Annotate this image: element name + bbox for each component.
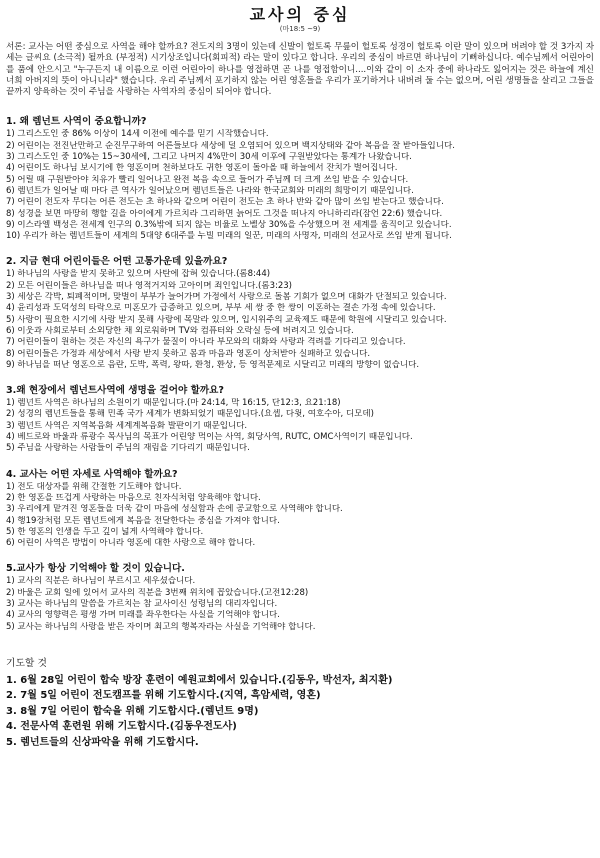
list-item: 4) 어린이도 하나님 보시기에 한 영혼이며 천하보다도 귀한 영혼이 돌아올 때 하늘에서 잔치가 벌어집니다. — [6, 163, 398, 174]
section-2 — [6, 256, 594, 371]
list-item: 8) 성경을 보면 마땅히 행할 길을 아이에게 가르치라 그리하면 늙어도 그것을 떠나지 아니하리라(잠언 22:6) 했습니다. — [6, 208, 443, 219]
prayer-heading: 기도할 것 — [6, 657, 47, 669]
list-item: 1) 전도 대상자를 위해 간절한 기도해야 합니다. — [6, 481, 182, 492]
list-item: 5) 어릴 때 구원받아야 치유가 빨리 일어나고 완전 복음 속으로 들어가 주님께 더 크게 쓰임 받을 수 있습니다. — [6, 174, 409, 185]
page-title: 교사의 중심 — [249, 5, 351, 24]
list-item: 1) 그리스도인 중 86% 이상이 14세 이전에 예수를 믿기 시작했습니다. — [6, 129, 269, 140]
section-5 — [6, 563, 594, 632]
list-item: 2) 모든 어린이들은 하나님을 떠나 영적거지와 고아이며 죄인입니다.(롬3:23) — [6, 280, 292, 291]
list-item: 1) 렘넌트 사역은 하나님의 소원이기 때문입니다.(마 24:14, 막 16:15, 단12:3, 요21:18) — [6, 398, 341, 409]
list-item: 9) 하나님을 떠난 영혼으로 음란, 도박, 폭력, 왕따, 환청, 환상, 등 영적문제로 시달리고 미래의 방향이 없습니다. — [6, 359, 420, 370]
sections-container — [6, 116, 594, 632]
list-item: 4) 교사의 영향력은 평생 가며 미래를 좌우한다는 사실을 기억해야 합니다. — [6, 610, 280, 621]
section-3 — [6, 385, 594, 454]
list-item: 2) 어린이는 전진난만하고 순진무구하여 어른들보다 세상에 덜 오염되어 있으며 백지상태와 같아 복음을 잘 받아들입니다. — [6, 140, 455, 151]
section-heading: 2. 지금 현대 어린이들은 어떤 고통가운데 있을까요? — [6, 256, 228, 268]
list-item: 10) 우리가 하는 렘넌트들이 세계의 5대양 6대주를 누빌 미래의 일꾼, 미래의 사명자, 미래의 선교사로 쓰임 받게 됩니다. — [6, 231, 452, 242]
list-item: 8) 어린이들은 가정과 세상에서 사랑 받지 못하고 몸과 마음과 영혼이 상처받아 실패하고 있습니다. — [6, 348, 371, 359]
list-item: 6) 렘넌트가 일어날 때 마다 큰 역사가 일어났으며 렘넌트들은 나라와 한국교회와 미래의 희망이기 때문입니다. — [6, 185, 414, 196]
prayer-item: 5. 렘넌트들의 신상파악을 위해 기도합시다. — [6, 736, 199, 748]
section-heading: 3.왜 현장에서 렘넌트사역에 생명을 걸어야 할까요? — [6, 385, 224, 397]
list-item: 3) 렘넌트 사역은 지역복음화 세계계복음화 발판이기 때문입니다. — [6, 420, 248, 431]
list-item: 1) 하나님의 사랑을 받지 못하고 있으며 사탄에 잡혀 있습니다.(롬8:44) — [6, 269, 271, 280]
list-item: 3) 교사는 하나님의 말씀을 가르치는 참 교사이신 성령님의 대리자입니다. — [6, 598, 278, 609]
list-item: 9) 이스라엘 백성은 전세계 인구의 0.3%밖에 되지 않는 비율로 노벨상 30%을 수상했으며 전 세계를 움직이고 있습니다. — [6, 219, 452, 230]
prayer-section — [6, 657, 594, 751]
section-heading: 4. 교사는 어떤 자세로 사역해야 할까요? — [6, 468, 178, 480]
section-heading: 1. 왜 렘넌트 사역이 중요합니까? — [6, 116, 147, 128]
list-item: 4) 행19장처럼 모든 렘넌트에게 복음을 전달한다는 중심을 가져야 합니다. — [6, 515, 280, 526]
list-item: 4) 베드로와 바울과 류광수 목사님의 목표가 어린양 먹이는 사역, 회당사역, RUTC, OMC사역이기 때문입니다. — [6, 432, 413, 443]
list-item: 5) 한 영혼의 인생을 두고 깊이 넓게 사역해야 합니다. — [6, 526, 204, 537]
section-heading: 5.교사가 항상 기억해야 할 것이 있습니다. — [6, 563, 185, 575]
list-item: 6) 이웃과 사회로부터 소외당한 채 외로워하며 TV와 컴퓨터와 오락실 등에 버려지고 있습니다. — [6, 325, 354, 336]
scripture-reference: (마18:5 ~9) — [279, 25, 321, 33]
list-item: 5) 사랑이 필요한 시기에 사랑 받지 못해 사랑에 목말라 있으며, 입시위주의 교육제도 때문에 학원에 시달리고 있습니다. — [6, 314, 447, 325]
list-item: 2) 성경의 렘넌트들을 통해 민족 국가 세계가 변화되었기 때문입니다.(요셉, 다윗, 여호수아, 디모데) — [6, 409, 374, 420]
list-item: 7) 어린이들이 원하는 것은 자신의 욕구가 물질이 아니라 부모와의 대화와 사랑과 격려를 기다리고 있습니다. — [6, 337, 406, 348]
prayer-item: 1. 6월 28일 어린이 합숙 방장 훈련이 예원교회에서 있습니다.(김동우, 박선자, 최지환) — [6, 674, 393, 686]
intro-paragraph: 서론: 교사는 어떤 중심으로 사역을 해야 할까요? 전도지의 3명이 있는데 신발이 헐토록 무릎이 헐토록 성경이 헐토록 이란 말이 있으며 버려야 할 것 3가지 자세는 글씨요 (소극적) 될까요 (부정적) 시기상조입니다(회피적) 라는 말이 있다고 합니다. 우리의 중심이 바르면 하나님이 기뻐하십니다. 예수님께서 어린아이를 품에 안으시고 "누구든지 내 이름으로 이런 어린아이 하나를 영접하면 곧 나를 영접함이니....이와 같이 이 소자 중에 하나라도 잃어지는 것은 하늘에 계신 너희 아버지의 뜻이 아니니라" 했습니다. 우리 주님께서 포기하지 않는 어린 영혼들을 우리가 포기하거나 내버려 둘 수는 없으며, 어린 생명들을 살리고 그들을 끝까지 양육하는 것이 주님을 사랑하는 사역자의 중심이 되어야 합니다. — [6, 42, 594, 98]
prayer-item: 2. 7월 5일 어린이 전도캠프를 위해 기도합시다.(지역, 흑암세력, 영혼) — [6, 690, 321, 702]
prayer-item: 3. 8월 7일 어린이 합숙을 위해 기도합시다.(렘넌트 9명) — [6, 705, 259, 717]
list-item: 5) 교사는 하나님의 사랑을 받은 자이며 최고의 행복자라는 사실을 기억해야 합니다. — [6, 621, 316, 632]
list-item: 2) 바울은 교회 일에 있어서 교사의 직분을 3번째 위치에 꼽았습니다.(고전12:28) — [6, 587, 309, 598]
section-1 — [6, 116, 594, 242]
section-4 — [6, 469, 594, 550]
list-item: 3) 우리에게 맡겨진 영혼들을 더욱 같이 마음에 성실함과 손에 공교함으로 사역해야 합니다. — [6, 504, 343, 515]
prayer-list — [6, 673, 594, 751]
list-item: 6) 어린이 사역은 방법이 아니라 영혼에 대한 사랑으로 해야 합니다. — [6, 538, 256, 549]
list-item: 1) 교사의 직분은 하나님이 부르시고 세우셨습니다. — [6, 576, 196, 587]
list-item: 7) 어린이 전도자 무디는 어른 전도는 초 하나와 같으며 어린이 전도는 초 하나 반와 같아 많이 쓰임 받는다고 했습니다. — [6, 197, 444, 208]
list-item: 3) 그리스도인 중 10%는 15~30세에, 그리고 나머지 4%만이 30세 이후에 구원받았다는 통계가 나왔습니다. — [6, 152, 412, 163]
list-item: 4) 윤리성과 도덕성의 타락으로 미혼모가 급증하고 있으며, 부부 세 쌍 중 한 쌍이 이혼하는 결손 가정 속에 있습니다. — [6, 303, 436, 314]
list-item: 2) 한 영혼을 뜨겁게 사랑하는 마음으로 친자식처럼 양육해야 합니다. — [6, 492, 261, 503]
list-item: 5) 주님을 사랑하는 사람들이 주님의 재림을 기다리기 때문입니다. — [6, 443, 250, 454]
prayer-item: 4. 전문사역 훈련원 위해 기도합시다.(김동우전도사) — [6, 721, 237, 733]
list-item: 3) 세상은 각박, 퇴폐적이며, 맞벌이 부부가 늘어가며 가정에서 사랑으로 돌봄 기회가 없으며 대화가 단절되고 있습니다. — [6, 292, 447, 303]
